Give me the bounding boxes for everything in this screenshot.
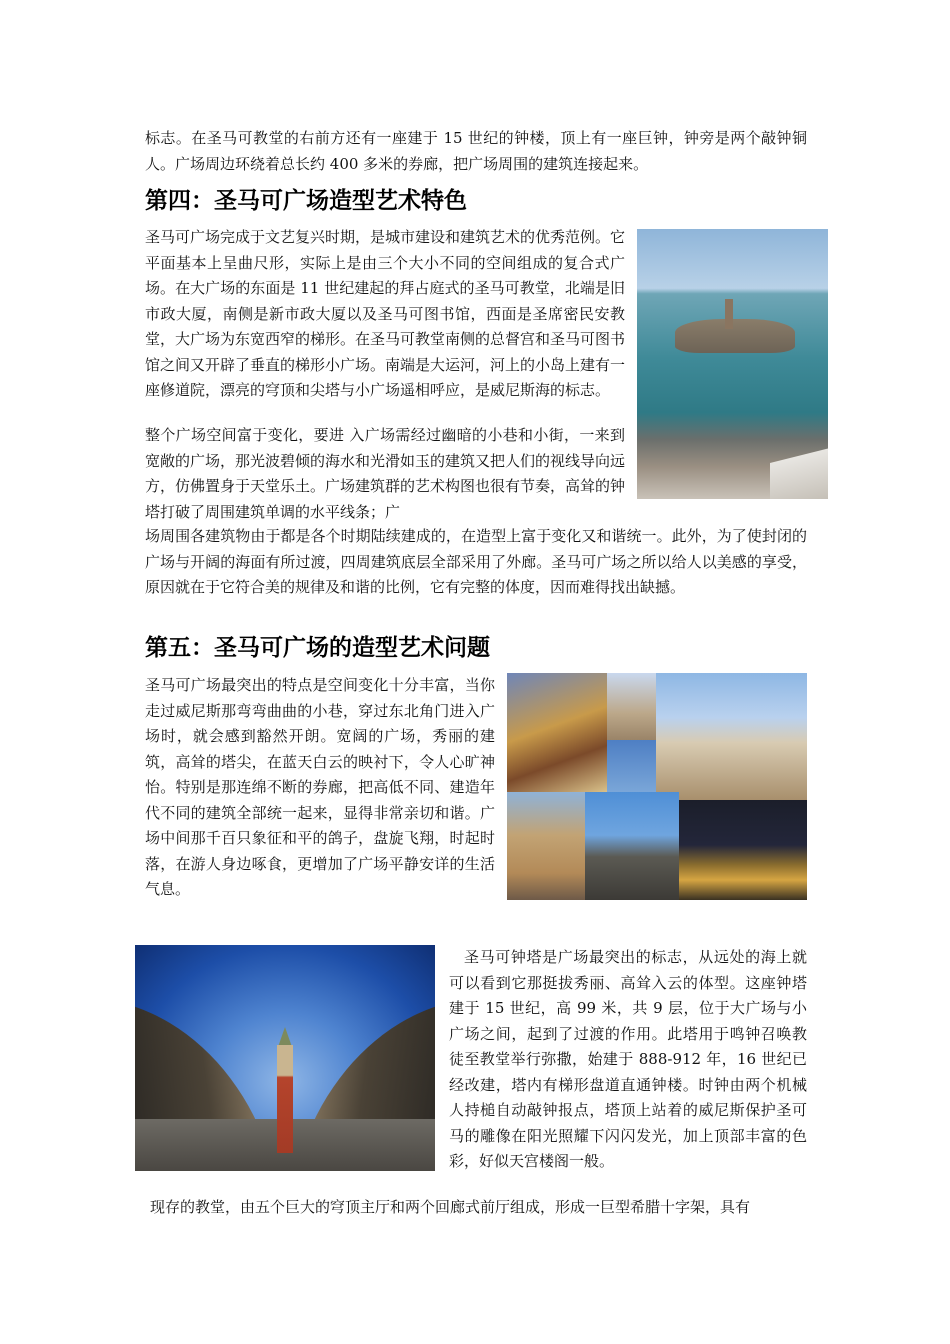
collage-domes-tile: [507, 792, 585, 900]
collage-night-palace-tile: [679, 800, 807, 900]
section4-heading: 第四：圣马可广场造型艺术特色: [145, 188, 467, 214]
collage-mosaic-tile: [507, 673, 607, 792]
lagoon-photo: [637, 229, 828, 499]
collage-sky-tile: [607, 740, 656, 792]
collage-basilica-tile: [656, 673, 807, 800]
campanile-tower-shape: [277, 1045, 293, 1153]
intro-paragraph: 标志。在圣马可教堂的右前方还有一座建于 15 世纪的钟楼，顶上有一座巨钟，钟旁是两个敲钟铜人。广场周边环绕着总长约 400 多米的券廊，把广场周围的建筑连接起来。: [145, 129, 807, 173]
section4-paragraph-2-continued: 场周围各建筑物由于都是各个时期陆续建成的，在造型上富于变化又和谐统一。此外，为了使封闭的广场与开阔的海面有所过渡，四周建筑底层全部采用了外廊。圣马可广场之所以给人以美感的享受，原因就在于它符合美的规律及和谐的比例，它有完整的体度，因而难得找出缺撼。: [145, 527, 807, 596]
island-shape: [675, 319, 795, 353]
section5-paragraph-3: 现存的教堂，由五个巨大的穹顶主厅和两个回廊式前厅组成，形成一巨型希腊十字架，具有: [150, 1198, 751, 1216]
pier-shape: [770, 447, 828, 499]
section5-paragraph-2: 圣马可钟塔是广场最突出的标志，从远处的海上就可以看到它那挺拔秀丽、高耸入云的体型。这座钟塔建于 15 世纪，高 99 米，共 9 层，位于大广场与小广场之间，起到了过渡的作用。此塔用于鸣钟召唤教徒至教堂举行弥撒，始建于 888-912 年，16 世纪已经改建，塔内有梯形盘道直通钟楼。时钟由两个机械人持槌自动敲钟报点，塔顶上站着的威尼斯保护圣可马的雕像在阳光照耀下闪闪发光，加上顶部丰富的色彩，好似天宫楼阁一般。: [449, 948, 807, 1170]
section4-paragraph-2-wrapped: 整个广场空间富于变化，要进 入广场需经过幽暗的小巷和小街，一来到宽敞的广场，那光波碧倾的海水和光滑如玉的建筑又把人们的视线导向远方，仿佛置身于天堂乐土。广场建筑群的艺术构图也很有节奏，高耸的钟塔打破了周围建筑单调的水平线条；广: [145, 426, 626, 521]
collage-facade-tile: [607, 673, 656, 740]
section5-paragraph-1: 圣马可广场最突出的特点是空间变化十分丰富，当你走过威尼斯那弯弯曲曲的小巷，穿过东北角门进入广场时，就会感到豁然开朗。宽阔的广场，秀丽的建筑，高耸的塔尖，在蓝天白云的映衬下，令人心旷神怡。特别是那连绵不断的券廊，把高低不同、建造年代不同的建筑全部统一起来，显得非常亲切和谐。广场中间那千百只象征和平的鸽子，盘旋飞翔，时起时落，在游人身边啄食，更增加了广场平静安详的生活气息。: [145, 676, 495, 898]
campanile-square-photo: [135, 945, 435, 1171]
section5-heading: 第五：圣马可广场的造型艺术问题: [145, 635, 490, 661]
basilica-collage-photo: [507, 673, 807, 900]
collage-bell-tile: [585, 792, 679, 900]
section4-paragraph-1: 圣马可广场完成于文艺复兴时期，是城市建设和建筑艺术的优秀范例。它平面基本上呈曲尺形，实际上是由三个大小不同的空间组成的复合式广场。在大广场的东面是 11 世纪建起的拜占庭式的圣马可教堂，北端是旧市政大厦，南侧是新市政大厦以及圣马可图书馆，西面是圣席密民安教堂，大广场为东宽西窄的梯形。在圣马可教堂南侧的总督宫和圣马可图书馆之间又开辟了垂直的梯形小广场。南端是大运河，河上的小岛上建有一座修道院，漂亮的穹顶和尖塔与小广场遥相呼应，是威尼斯海的标志。: [145, 228, 626, 399]
island-bell-tower: [725, 299, 733, 329]
campanile-spire-shape: [278, 1027, 292, 1047]
